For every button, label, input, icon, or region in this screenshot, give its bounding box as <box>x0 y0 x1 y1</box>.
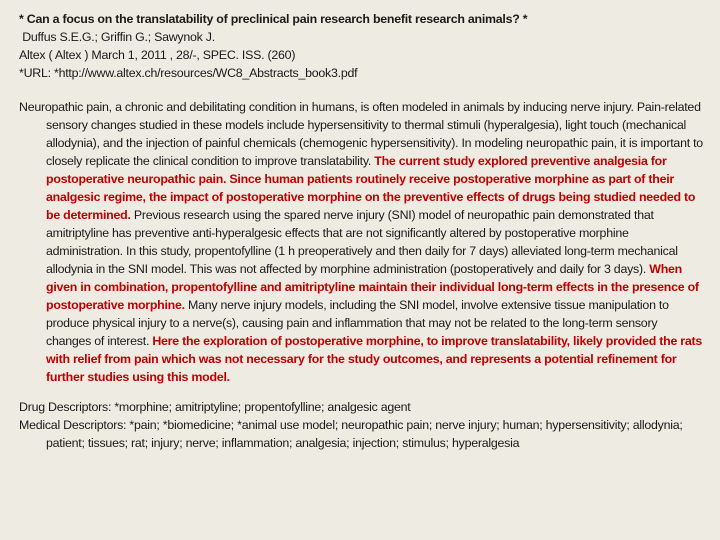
source: Altex ( Altex ) March 1, 2011 , 28/-, SPEC. ISS. (260) <box>19 48 296 62</box>
article-title: * Can a focus on the translatability of preclinical pain research benefit research animals? * <box>19 12 528 26</box>
authors: Duffus S.E.G.; Griffin G.; Sawynok J. <box>19 30 215 44</box>
drug-descriptors: Drug Descriptors: *morphine; amitriptyline; propentofylline; analgesic agent <box>19 400 411 414</box>
url[interactable]: *URL: *http://www.altex.ch/resources/WC8_Abstracts_book3.pdf <box>19 66 358 80</box>
abstract-text: Neuropathic pain, a chronic and debilitating condition in humans, is often modeled in animals by inducing nerve injury. Pain-related sensory changes studied in these models include hypersensitivity to thermal stimuli (hyperalgesia), light touch (mechanical allodynia), and the injection of painful chemicals (chemogenic hypersensitivity). In modeling neuropathic pain, it is important to closely replicate the clinical condition to improve translatability. <box>19 100 703 168</box>
abstract-text: Previous research using the spared nerve injury (SNI) model of neuropathic pain demonstrated that amitriptyline has preventive anti-hyperalgesic effects that are not significantly altered by postoperative morphine administration. In this study, propentofylline (1 h preoperatively and then daily for 7 days) alleviated long-term mechanical allodynia in the SNI model. This was not affected by morphine administration (postoperatively and daily for 3 days). <box>46 208 678 276</box>
highlight-text: When given in combination, propentofylline and amitriptyline maintain their individual long-term effects in the presence of postoperative morphine. <box>46 262 699 312</box>
abstract-text: Many nerve injury models, including the SNI model, involve extensive tissue manipulation to produce physical injury to a nerve(s), causing pain and inflammation that may not be related to the long-term sensory changes of interest. <box>46 298 669 348</box>
document-page <box>19 10 703 452</box>
highlight-text: The current study explored preventive analgesia for postoperative neuropathic pain. Since human patients routinely receive postoperative morphine as part of their analgesic regime, the impact of postoperative morphine on the preventive effects of drugs being studied needed to be determined. <box>46 154 696 222</box>
highlight-text: Here the exploration of postoperative morphine, to improve translatability, likely provided the rats with relief from pain which was not necessary for the study outcomes, and represents a potential refinement for further studies using this model. <box>46 334 703 384</box>
medical-descriptors: Medical Descriptors: *pain; *biomedicine; *animal use model; neuropathic pain; nerve injury; human; hypersensitivity; allodynia; patient; tissues; rat; injury; nerve; inflammation; analgesia; injection; stimulus; hyperalgesia <box>19 418 683 450</box>
abstract <box>19 98 703 386</box>
